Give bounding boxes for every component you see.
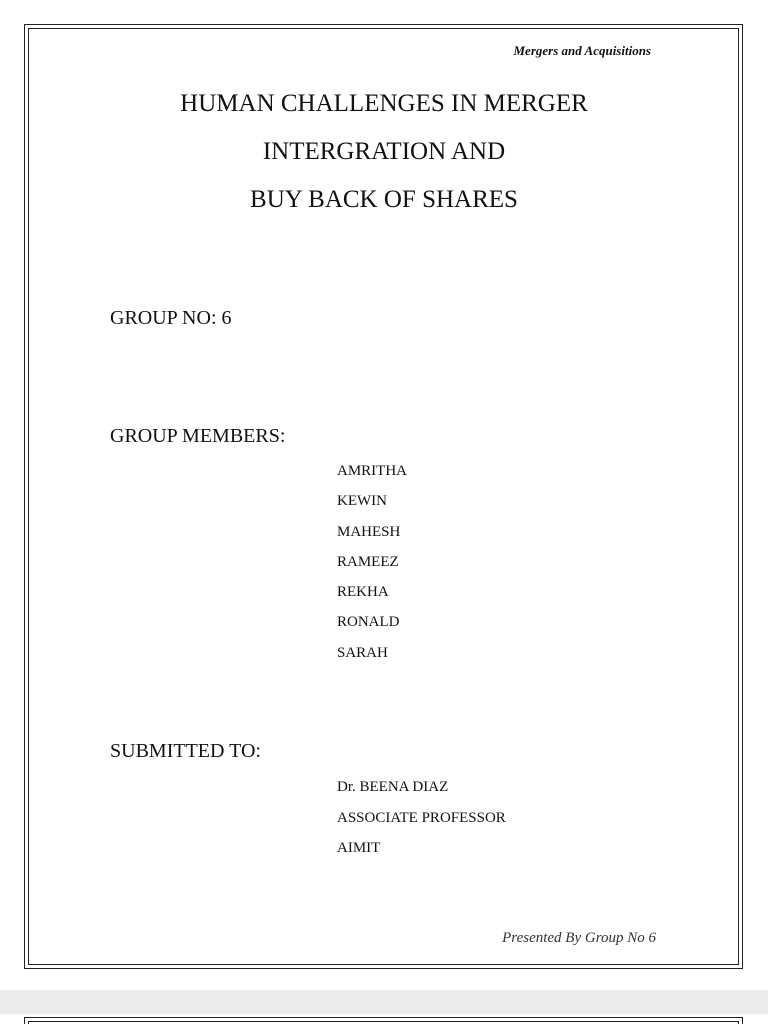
recipient-line: Dr. BEENA DIAZ <box>337 779 449 795</box>
member-name: SARAH <box>337 644 388 661</box>
title-line-2: INTERGRATION AND <box>262 138 506 165</box>
title-line-1: HUMAN CHALLENGES IN MERGER <box>180 90 588 117</box>
member-name: RAMEEZ <box>337 553 399 570</box>
member-name: MAHESH <box>337 523 401 540</box>
submitted-to-label: SUBMITTED TO: <box>110 740 261 762</box>
submitted-to-list <box>337 776 506 868</box>
member-name: KEWIN <box>337 493 387 510</box>
group-members-list <box>337 460 407 672</box>
title-line-3: BUY BACK OF SHARES <box>250 186 518 213</box>
recipient-line: AIMIT <box>337 840 381 856</box>
header-subject: Mergers and Acquisitions <box>513 43 651 58</box>
member-name: RONALD <box>337 614 400 631</box>
recipient-line: ASSOCIATE PROFESSOR <box>337 809 506 826</box>
group-members-label: GROUP MEMBERS: <box>110 425 286 447</box>
group-number-label: GROUP NO: 6 <box>110 307 232 329</box>
member-name: REKHA <box>337 584 389 601</box>
member-name: AMRITHA <box>337 463 407 479</box>
footer-presented-by: Presented By Group No 6 <box>502 930 656 946</box>
